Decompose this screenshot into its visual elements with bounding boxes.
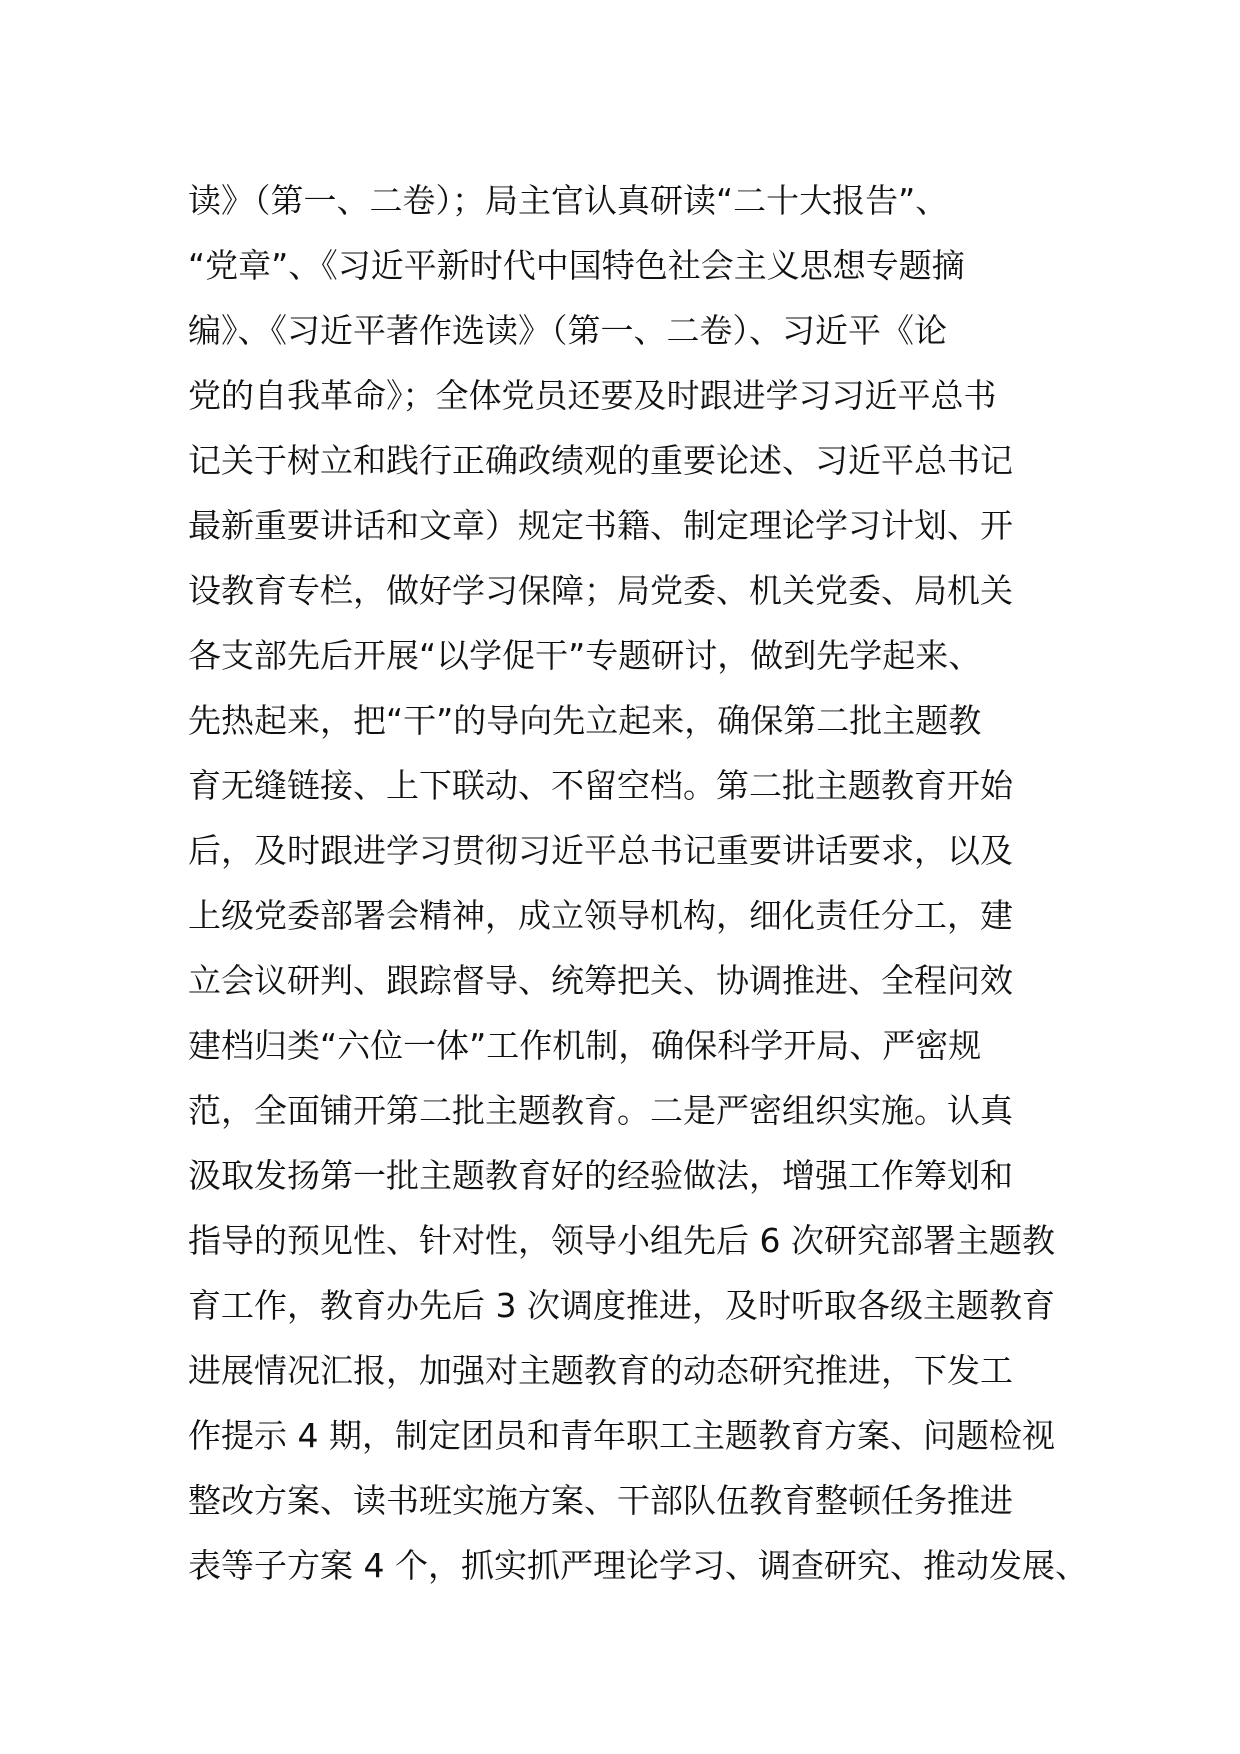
text-line: 育工作，教育办先后 3 次调度推进，及时听取各级主题教育 [188,1286,1055,1325]
text-line: 范，全面铺开第二批主题教育。二是严密组织实施。认真 [188,1091,1013,1130]
text-line: 读》（第一、二卷）；局主官认真研读“二十大报告”、 [188,181,949,220]
text-line: 最新重要讲话和文章）规定书籍、制定理论学习计划、开 [188,506,1013,545]
text-line: 后，及时跟进学习贯彻习近平总书记重要讲话要求，以及 [188,831,1013,870]
text-line: “党章”、《习近平新时代中国特色社会主义思想专题摘 [188,246,965,285]
text-line: 先热起来，把“干”的导向先立起来，确保第二批主题教 [188,701,982,740]
text-line: 党的自我革命》；全体党员还要及时跟进学习习近平总书 [188,376,997,415]
body-paragraph [188,168,1088,1598]
text-line: 设教育专栏，做好学习保障；局党委、机关党委、局机关 [188,571,1013,610]
text-line: 作提示 4 期，制定团员和青年职工主题教育方案、问题检视 [188,1416,1055,1455]
text-line: 指导的预见性、针对性，领导小组先后 6 次研究部署主题教 [188,1221,1055,1260]
text-line: 建档归类“六位一体”工作机制，确保科学开局、严密规 [188,1026,982,1065]
text-line: 整改方案、读书班实施方案、干部队伍教育整顿任务推进 [188,1481,1013,1520]
text-line: 进展情况汇报，加强对主题教育的动态研究推进，下发工 [188,1351,1013,1390]
text-line: 记关于树立和践行正确政绩观的重要论述、习近平总书记 [188,441,1013,480]
text-line: 各支部先后开展“以学促干”专题研讨，做到先学起来、 [188,636,982,675]
text-line: 立会议研判、跟踪督导、统筹把关、协调推进、全程问效 [188,961,1013,1000]
text-line: 编》、《习近平著作选读》（第一、二卷）、习近平《论 [188,311,947,350]
text-line: 育无缝链接、上下联动、不留空档。第二批主题教育开始 [188,766,1013,805]
text-line: 表等子方案 4 个，抓实抓严理论学习、调查研究、推动发展、 [188,1546,1088,1585]
text-line: 上级党委部署会精神，成立领导机构，细化责任分工，建 [188,896,1013,935]
text-line: 汲取发扬第一批主题教育好的经验做法，增强工作筹划和 [188,1156,1013,1195]
